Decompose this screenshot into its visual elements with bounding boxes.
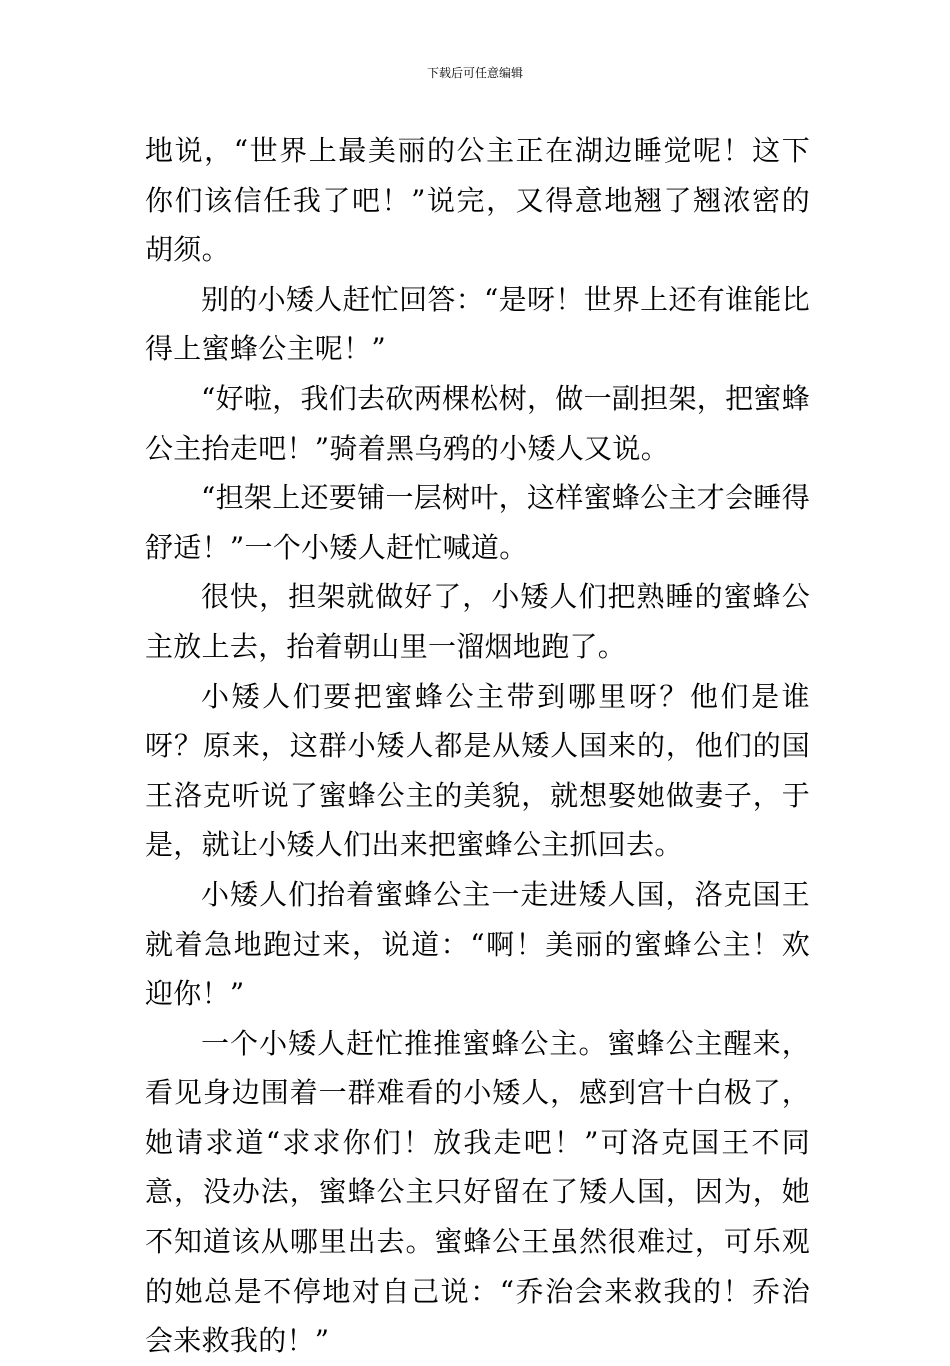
- paragraph-1: 地说，“世界上最美丽的公主正在湖边睡觉呢！这下你们该信任我了吧！”说完，又得意地翘了翘浓密的胡须。: [145, 134, 810, 267]
- paragraph-2: 别的小矮人赶忙回答：“是呀！世界上还有谁能比得上蜜蜂公主呢！”: [145, 282, 810, 366]
- page-header: 下载后可任意编辑: [426, 66, 523, 80]
- paragraph-8: 一个小矮人赶忙推推蜜蜂公主。蜜蜂公主醒来，看见身边围着一群难看的小矮人，感到宫十白极了，她请求道“求求你们！放我走吧！”可洛克国王不同意，没办法，蜜蜂公主只好留在了矮人国，因为，她不知道该从哪里出去。蜜蜂公王虽然很难过，可乐观的她总是不停地对自己说：“乔治会来救我的！乔治会来救我的！”: [145, 1026, 810, 1358]
- paragraph-7: 小矮人们抬着蜜蜂公主一走进矮人国，洛克国王就着急地跑过来，说道：“啊！美丽的蜜蜂公主！欢迎你！”: [145, 877, 810, 1011]
- paragraph-3: “好啦，我们去砍两棵松树，做一副担架，把蜜蜂公主抬走吧！”骑着黑乌鸦的小矮人又说。: [145, 381, 810, 465]
- paragraph-6: 小矮人们要把蜜蜂公主带到哪里呀？他们是谁呀？原来，这群小矮人都是从矮人国来的，他们的国王洛克听说了蜜蜂公主的美貌，就想娶她做妻子，于是，就让小矮人们出来把蜜蜂公主抓回去。: [145, 679, 810, 862]
- paragraph-4: “担架上还要铺一层树叶，这样蜜蜂公主才会睡得舒适！”一个小矮人赶忙喊道。: [145, 481, 810, 564]
- story-body: [145, 126, 810, 1366]
- paragraph-5: 很快，担架就做好了，小矮人们把熟睡的蜜蜂公主放上去，抬着朝山里一溜烟地跑了。: [145, 580, 810, 663]
